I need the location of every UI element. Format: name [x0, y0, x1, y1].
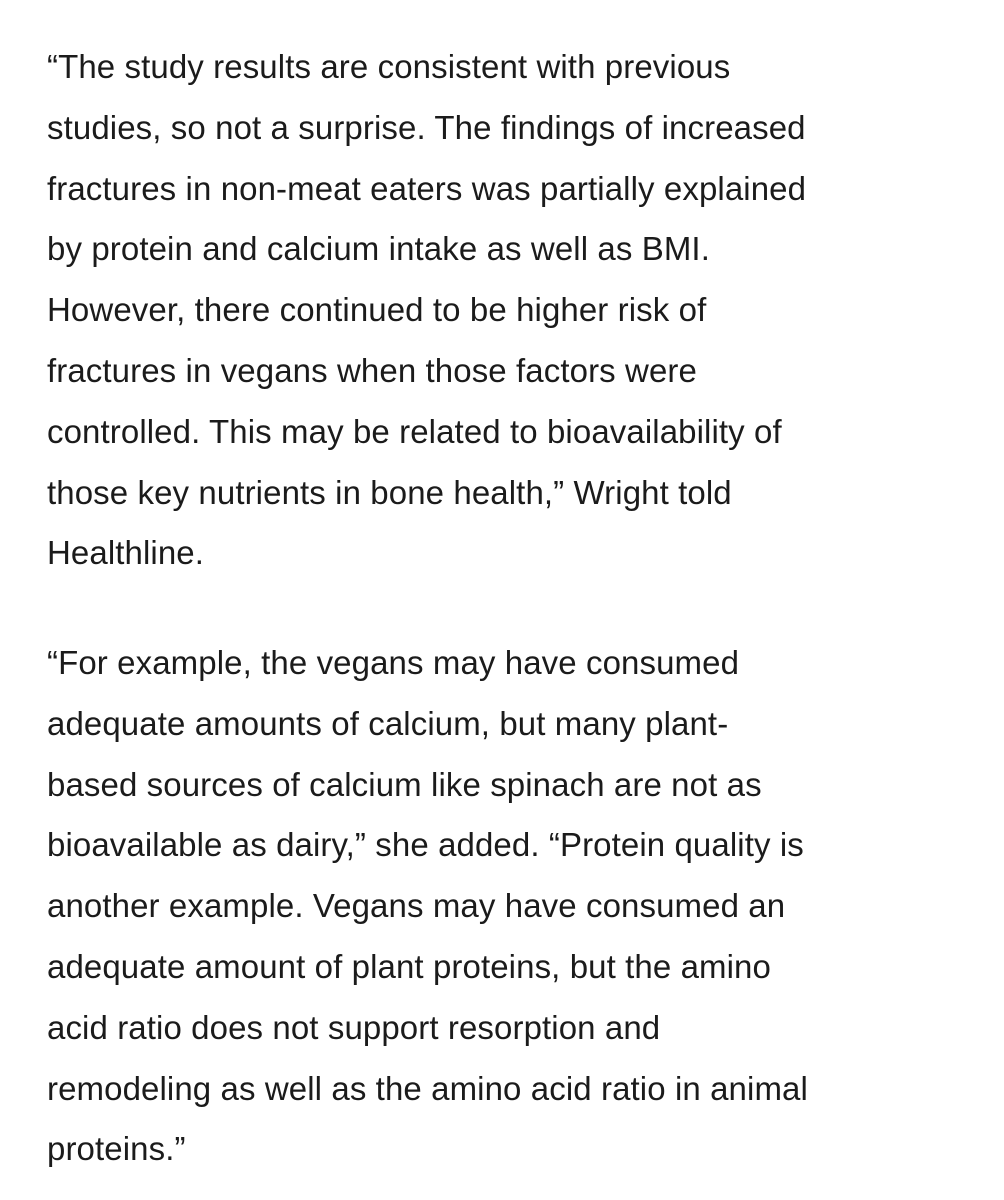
text-line: adequate amount of plant proteins, but the amino — [47, 947, 771, 985]
text-line: “For example, the vegans may have consumed — [47, 644, 740, 681]
text-line: proteins.” — [47, 1130, 186, 1168]
text-line: “The study results are consistent with previous — [47, 48, 731, 85]
text-line: fractures in non-meat eaters was partially explained — [47, 169, 807, 207]
text-line: based sources of calcium like spinach are not as — [47, 765, 762, 803]
text-line: Healthline. — [47, 534, 205, 572]
text-line: fractures in vegans when those factors were — [47, 351, 697, 389]
text-line: by protein and calcium intake as well as BMI. — [47, 230, 710, 268]
text-line: acid ratio does not support resorption and — [47, 1008, 661, 1046]
text-line: studies, so not a surprise. The findings of increased — [47, 108, 806, 146]
paragraph-quote-study-results — [47, 37, 806, 584]
text-line: adequate amounts of calcium, but many plant- — [47, 704, 729, 742]
paragraph-quote-example — [47, 633, 808, 1180]
text-line: controlled. This may be related to bioavailability of — [47, 412, 782, 450]
text-line: another example. Vegans may have consumed an — [47, 887, 786, 925]
text-line: those key nutrients in bone health,” Wright told — [47, 473, 732, 511]
text-line: bioavailable as dairy,” she added. “Protein quality is — [47, 826, 804, 864]
text-line: However, there continued to be higher risk of — [47, 291, 707, 329]
text-line: remodeling as well as the amino acid ratio in animal — [47, 1069, 808, 1107]
